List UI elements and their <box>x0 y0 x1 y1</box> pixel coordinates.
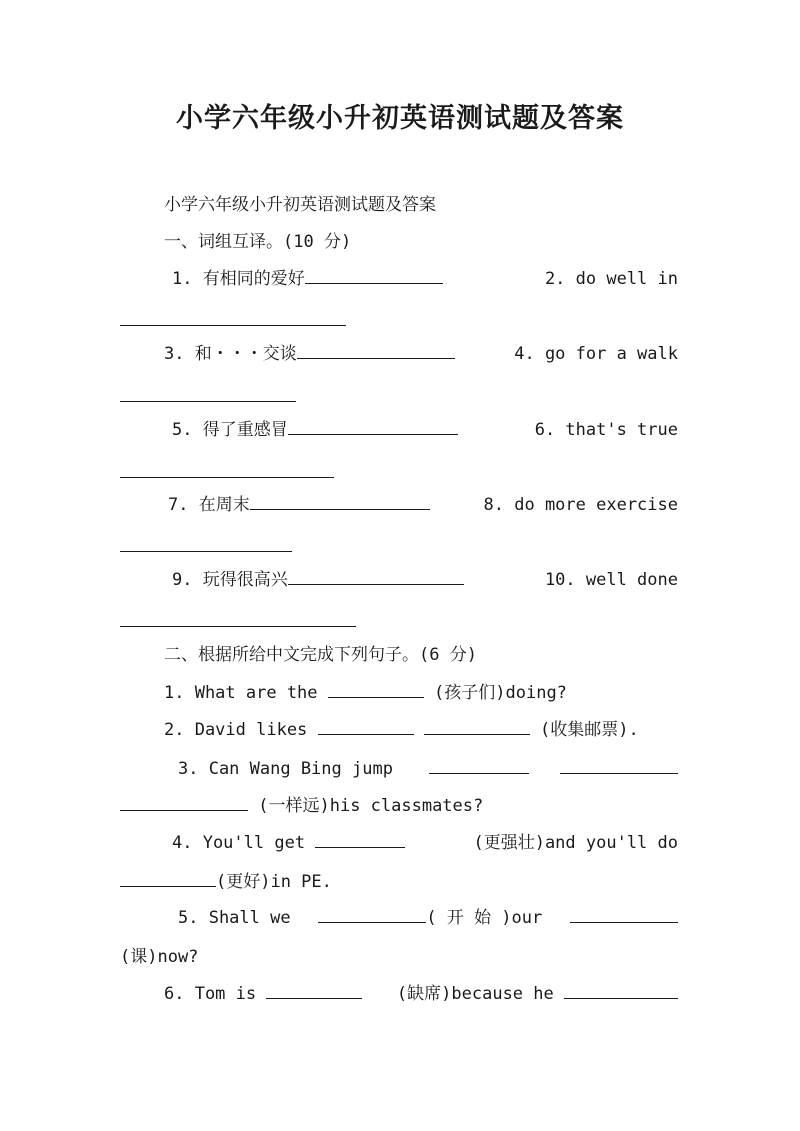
answer-blank[interactable] <box>120 885 216 887</box>
sentence-6-text: 6. Tom is <box>164 984 257 1004</box>
answer-blank[interactable] <box>570 921 678 923</box>
answer-blank[interactable] <box>250 508 430 510</box>
sentence-5-hint: ( 开 始 )our <box>426 908 543 928</box>
answer-blank[interactable] <box>120 809 248 811</box>
answer-blank[interactable] <box>560 772 678 774</box>
vocab-item-7: 7. 在周末 <box>168 495 250 515</box>
vocab-item-4: 4. go for a walk <box>514 344 678 364</box>
answer-blank[interactable] <box>305 282 443 284</box>
vocab-row-5 <box>172 569 678 591</box>
answer-blank[interactable] <box>424 733 530 735</box>
answer-blank[interactable] <box>297 357 455 359</box>
sentence-5-text: 5. Shall we <box>178 908 291 928</box>
sentence-4 <box>172 832 678 854</box>
vocab-item-8: 8. do more exercise <box>483 495 678 515</box>
answer-blank[interactable] <box>120 625 356 627</box>
vocab-row-4 <box>168 494 678 516</box>
vocab-row-1 <box>172 268 678 290</box>
answer-blank[interactable] <box>318 733 414 735</box>
sentence-5-cont: (课)now? <box>120 947 199 967</box>
answer-blank[interactable] <box>564 997 678 999</box>
vocab-item-2: 2. do well in <box>544 269 678 289</box>
answer-blank[interactable] <box>120 324 346 326</box>
sentence-1 <box>164 682 680 704</box>
answer-blank[interactable] <box>266 997 362 999</box>
sentence-3-text: 3. Can Wang Bing jump <box>178 759 393 779</box>
vocab-item-3: 3. 和・・・交谈 <box>164 344 297 364</box>
answer-blank[interactable] <box>429 772 529 774</box>
sentence-3-hint: (一样远)his classmates? <box>258 796 484 816</box>
sentence-3-cont <box>120 795 680 817</box>
sentence-4-text: 4. You'll get <box>172 833 306 853</box>
vocab-item-10: 10. well done <box>544 570 678 590</box>
answer-blank[interactable] <box>120 550 292 552</box>
vocab-item-5: 5. 得了重感冒 <box>172 420 288 440</box>
sentence-6 <box>164 983 678 1005</box>
section-2-heading: 二、根据所给中文完成下列句子。(6 分) <box>164 645 477 665</box>
answer-blank[interactable] <box>315 846 405 848</box>
section-1-heading: 一、词组互译。(10 分) <box>164 232 352 252</box>
sentence-1-text: 1. What are the <box>164 683 318 703</box>
vocab-row-3 <box>172 419 678 441</box>
answer-blank[interactable] <box>318 921 426 923</box>
sentence-4-hint: (更强壮)and you'll do <box>473 833 678 853</box>
sentence-5 <box>178 907 678 929</box>
sentence-4-hint-2: (更好)in PE. <box>216 872 332 892</box>
sentence-4-cont <box>120 871 680 893</box>
sentence-3 <box>178 758 678 780</box>
sentence-1-hint: (孩子们)doing? <box>434 683 567 703</box>
vocab-item-9: 9. 玩得很高兴 <box>172 570 288 590</box>
answer-blank[interactable] <box>288 433 458 435</box>
vocab-item-6: 6. that's true <box>534 420 678 440</box>
answer-blank[interactable] <box>288 583 464 585</box>
vocab-item-1: 1. 有相同的爱好 <box>172 269 305 289</box>
answer-blank[interactable] <box>120 476 334 478</box>
vocab-row-2 <box>164 343 678 365</box>
answer-blank[interactable] <box>328 696 424 698</box>
sentence-2-text: 2. David likes <box>164 720 308 740</box>
sentence-2 <box>164 719 680 741</box>
document-title: 小学六年级小升初英语测试题及答案 <box>176 103 624 134</box>
sentence-2-hint: (收集邮票). <box>540 720 639 740</box>
document-subtitle: 小学六年级小升初英语测试题及答案 <box>164 195 436 215</box>
answer-blank[interactable] <box>120 400 296 402</box>
sentence-6-hint: (缺席)because he <box>396 984 554 1004</box>
